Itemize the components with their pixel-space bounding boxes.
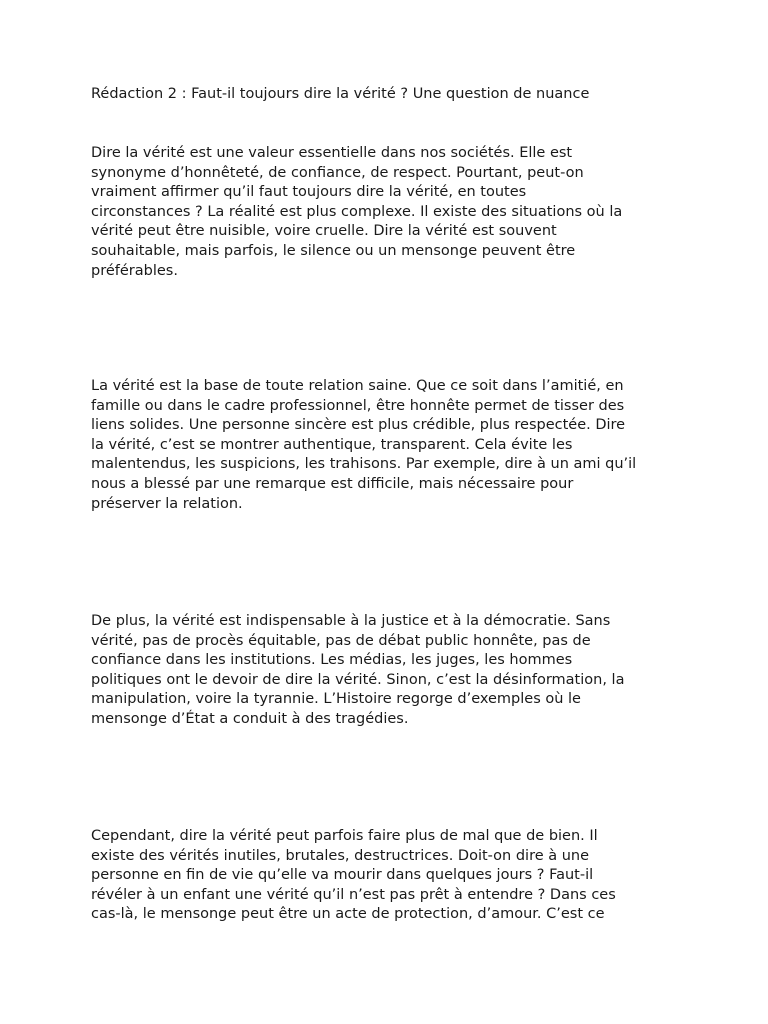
paragraph-line: malentendus, les suspicions, les trahisons. Par exemple, dire à un ami qu’il [91, 456, 637, 473]
paragraph-justice-democratie [91, 612, 691, 730]
paragraph-line: personne en fin de vie qu’elle va mourir dans quelques jours ? Faut-il [91, 867, 594, 884]
paragraph-line: confiance dans les institutions. Les médias, les juges, les hommes [91, 652, 573, 669]
paragraph-line: Cependant, dire la vérité peut parfois faire plus de mal que de bien. Il [91, 828, 598, 844]
document-title: Rédaction 2 : Faut-il toujours dire la vérité ? Une question de nuance [91, 86, 590, 102]
paragraph-line: cas-là, le mensonge peut être un acte de protection, d’amour. C’est ce [91, 906, 605, 923]
paragraph-line: vérité peut être nuisible, voire cruelle. Dire la vérité est souvent [91, 223, 557, 240]
paragraph-line: Dire la vérité est une valeur essentielle dans nos sociétés. Elle est [91, 145, 573, 161]
paragraph-line: la vérité, c’est se montrer authentique, transparent. Cela évite les [91, 436, 573, 453]
paragraph-line: nous a blessé par une remarque est difficile, mais nécessaire pour [91, 475, 574, 492]
paragraph-line: De plus, la vérité est indispensable à la justice et à la démocratie. Sans [91, 613, 611, 629]
paragraph-relation-saine [91, 377, 691, 514]
paragraph-cependant [91, 827, 691, 925]
paragraph-line: La vérité est la base de toute relation saine. Que ce soit dans l’amitié, en [91, 378, 624, 394]
paragraph-line: souhaitable, mais parfois, le silence ou un mensonge peuvent être [91, 242, 576, 259]
paragraph-line: mensonge d’État a conduit à des tragédies. [91, 710, 409, 727]
paragraph-line: politiques ont le devoir de dire la vérité. Sinon, c’est la désinformation, la [91, 671, 625, 688]
paragraph-line: vraiment affirmer qu’il faut toujours dire la vérité, en toutes [91, 184, 527, 201]
paragraph-line: préserver la relation. [91, 495, 243, 512]
paragraph-line: manipulation, voire la tyrannie. L’Histoire regorge d’exemples où le [91, 691, 581, 708]
paragraph-line: existe des vérités inutiles, brutales, destructrices. Doit-on dire à une [91, 847, 590, 864]
paragraph-line: révéler à un enfant une vérité qu’il n’est pas prêt à entendre ? Dans ces [91, 886, 616, 903]
paragraph-line: préférables. [91, 262, 178, 279]
paragraph-line: synonyme d’honnêteté, de confiance, de respect. Pourtant, peut-on [91, 164, 584, 181]
paragraph-line: circonstances ? La réalité est plus complexe. Il existe des situations où la [91, 203, 623, 220]
paragraph-line: vérité, pas de procès équitable, pas de débat public honnête, pas de [91, 632, 591, 649]
paragraph-line: famille ou dans le cadre professionnel, être honnête permet de tisser des [91, 397, 625, 414]
paragraph-line: liens solides. Une personne sincère est plus crédible, plus respectée. Dire [91, 417, 626, 434]
paragraph-introduction [91, 144, 691, 281]
